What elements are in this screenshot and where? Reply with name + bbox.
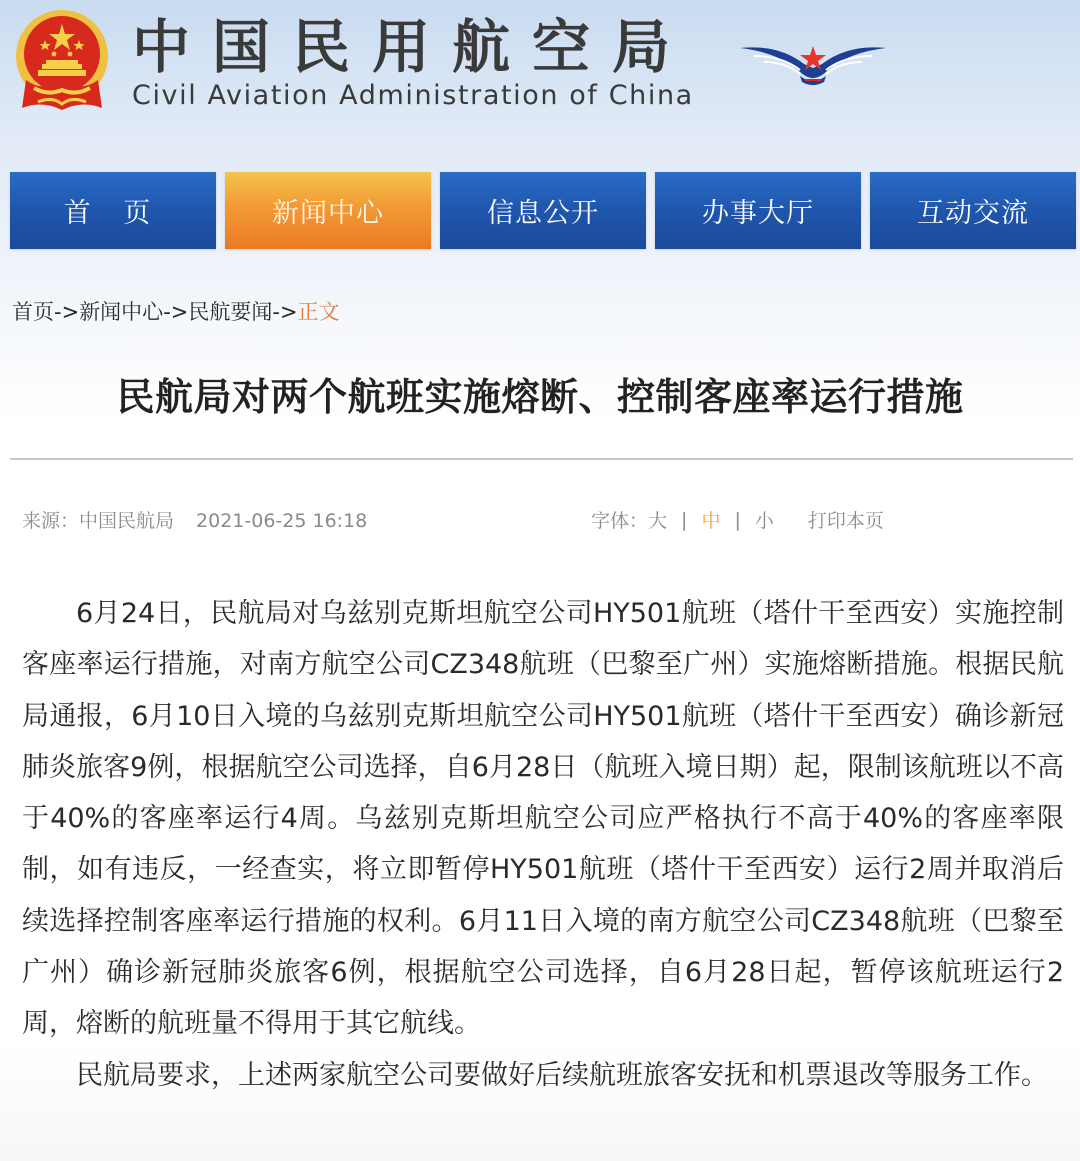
- article-paragraph: 6月24日，民航局对乌兹别克斯坦航空公司HY501航班（塔什干至西安）实施控制客座率运行措施，对南方航空公司CZ348航班（巴黎至广州）实施熔断措施。根据民航局通报，6月10日入境的乌兹别克斯坦航空公司HY501航班（塔什干至西安）确诊新冠肺炎旅客9例，根据航空公司选择，自6月28日（航班入境日期）起，限制该航班以不高于40%的客座率运行4周。乌兹别克斯坦航空公司应严格执行不高于40%的客座率限制，如有违反，一经查实，将立即暂停HY501航班（塔什干至西安）运行2周并取消后续选择控制客座率运行措施的权利。6月11日入境的南方航空公司CZ348航班（巴黎至广州）确诊新冠肺炎旅客6例，根据航空公司选择，自6月28日起，暂停该航班运行2周，熔断的航班量不得用于其它航线。: [22, 598, 1064, 1040]
- breadcrumb-aviation-news-link[interactable]: 民航要闻: [188, 300, 273, 324]
- article-body: [22, 588, 1064, 1101]
- breadcrumb-current: 正文: [297, 300, 340, 324]
- breadcrumb-news-center-link[interactable]: 新闻中心: [79, 300, 164, 324]
- caac-wings-logo-icon: [738, 38, 888, 88]
- divider-bar: |: [681, 508, 688, 531]
- nav-item-info-disclosure[interactable]: 信息公开: [440, 172, 646, 249]
- site-header: [0, 0, 1080, 160]
- divider-bar: |: [734, 508, 741, 531]
- article-paragraph: 民航局要求，上述两家航空公司要做好后续航班旅客安抚和机票退改等服务工作。: [76, 1059, 1048, 1091]
- nav-item-interaction[interactable]: 互动交流: [870, 172, 1076, 249]
- breadcrumb: [12, 296, 340, 326]
- publish-datetime: 2021-06-25 16:18: [196, 510, 368, 532]
- nav-item-home[interactable]: 首 页: [10, 172, 216, 249]
- site-title-cn: 中国民用航空局: [132, 13, 693, 81]
- article-meta: [22, 506, 367, 533]
- breadcrumb-separator: ->: [54, 300, 80, 324]
- font-size-label: 字体：: [591, 510, 649, 532]
- article-tools: [591, 506, 884, 533]
- nav-item-service-hall[interactable]: 办事大厅: [655, 172, 861, 249]
- font-size-medium-button[interactable]: 中: [701, 510, 721, 532]
- font-size-large-button[interactable]: 大: [648, 510, 668, 532]
- breadcrumb-separator: ->: [272, 300, 298, 324]
- font-size-small-button[interactable]: 小: [754, 510, 774, 532]
- source-label: 来源：: [22, 510, 80, 532]
- national-emblem-icon[interactable]: [12, 8, 112, 116]
- nav-item-news-center[interactable]: 新闻中心: [225, 172, 431, 249]
- breadcrumb-home-link[interactable]: 首页: [12, 300, 54, 324]
- title-divider: [10, 458, 1073, 460]
- site-title-en: Civil Aviation Administration of China: [132, 80, 694, 111]
- print-page-button[interactable]: 打印本页: [807, 510, 884, 532]
- article-title: 民航局对两个航班实施熔断、控制客座率运行措施: [116, 375, 964, 419]
- breadcrumb-separator: ->: [163, 300, 189, 324]
- main-nav: [10, 172, 1076, 249]
- source-value: 中国民航局: [79, 510, 175, 532]
